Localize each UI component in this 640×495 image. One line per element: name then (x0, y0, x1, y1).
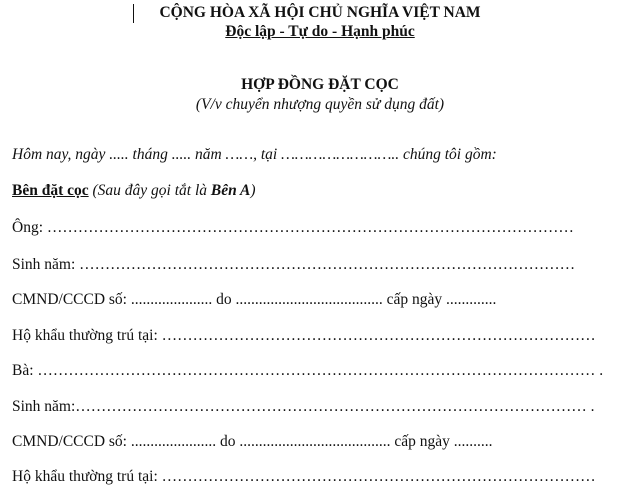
intro-line: Hôm nay, ngày ..... tháng ..... năm ……, tại …………………….. chúng tôi gồm: (12, 146, 497, 163)
party-a-heading: Bên đặt cọc (12, 182, 89, 199)
field-mr-id-card: CMND/CCCD số: ..................... do ...................................... cấp ngày ............. (12, 291, 497, 308)
field-mrs-birth-year: Sinh năm:……………………………………………………………………………………… . (12, 398, 595, 415)
party-a-note-prefix: (Sau đây gọi tắt là (88, 182, 211, 199)
field-mr-residence: Hộ khẩu thường trú tại: ………………………………………………………………………… (12, 327, 596, 344)
national-title: CỘNG HÒA XÃ HỘI CHỦ NGHĨA VIỆT NAM (159, 4, 481, 21)
contract-subtitle: (V/v chuyển nhượng quyền sử dụng đất) (195, 96, 445, 113)
field-mr: Ông: ………………………………………………………………………………………… (12, 219, 574, 236)
field-mr-birth-year: Sinh năm: …………………………………………………………………………………… (12, 256, 576, 273)
motto: Độc lập - Tự do - Hạnh phúc (225, 23, 415, 40)
contract-title: HỢP ĐỒNG ĐẶT CỌC (241, 76, 399, 93)
party-a-note-bold: Bên A (210, 182, 251, 199)
party-a-note-suffix: ) (250, 182, 256, 199)
party-a-heading-line (12, 182, 256, 200)
field-mrs: Bà: ……………………………………………………………………………………………… . (12, 362, 604, 379)
field-mrs-id-card: CMND/CCCD số: ...................... do ....................................... cấp ngày .......... (12, 433, 493, 450)
field-mrs-residence: Hộ khẩu thường trú tại: ………………………………………………………………………… (12, 468, 596, 485)
